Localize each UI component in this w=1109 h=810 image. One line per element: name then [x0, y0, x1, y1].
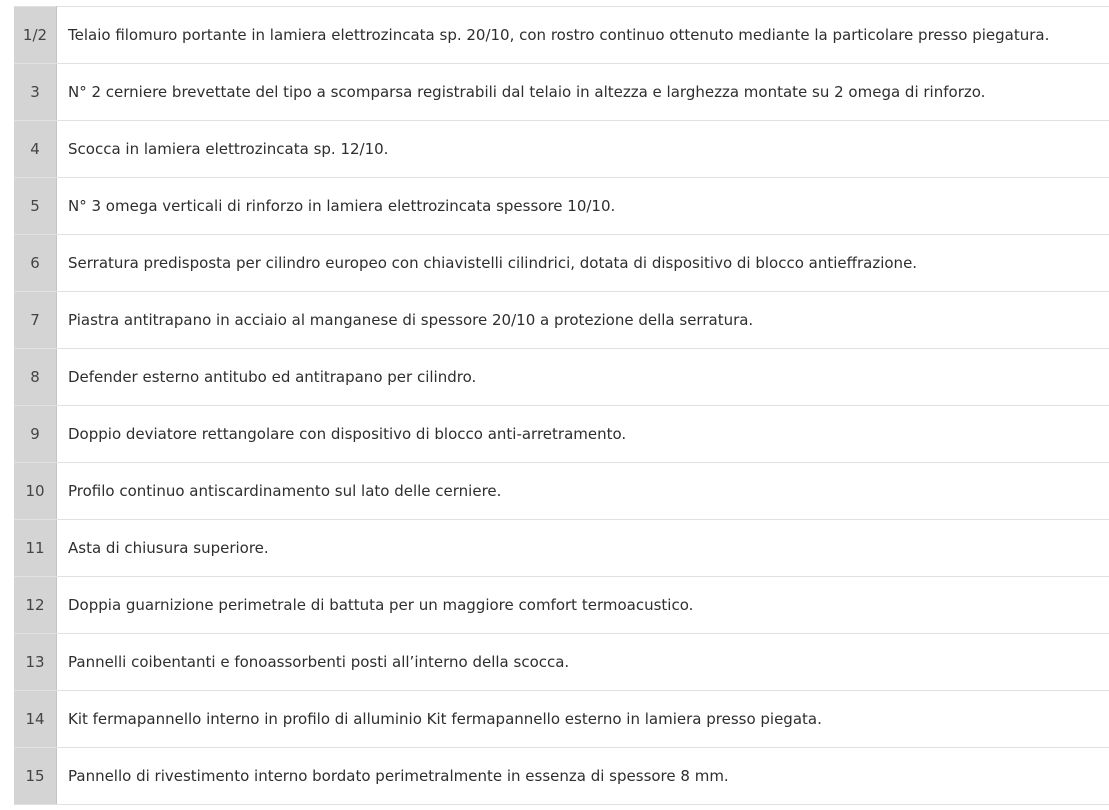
row-description: Pannelli coibentanti e fonoassorbenti posti all’interno della scocca.	[57, 634, 1109, 691]
row-number: 9	[14, 406, 57, 463]
row-description: Doppia guarnizione perimetrale di battuta per un maggiore comfort termoacustico.	[57, 577, 1109, 634]
row-number: 1/2	[14, 7, 57, 64]
table-row	[14, 292, 1109, 349]
row-description: Serratura predisposta per cilindro europeo con chiavistelli cilindrici, dotata di dispositivo di blocco antieffrazione.	[57, 235, 1109, 292]
row-number: 7	[14, 292, 57, 349]
table-row	[14, 748, 1109, 805]
row-number: 11	[14, 520, 57, 577]
row-number: 6	[14, 235, 57, 292]
table-row	[14, 463, 1109, 520]
table-row	[14, 235, 1109, 292]
spec-table-body	[14, 7, 1109, 805]
row-number: 5	[14, 178, 57, 235]
table-row	[14, 406, 1109, 463]
table-row	[14, 121, 1109, 178]
table-row	[14, 7, 1109, 64]
row-description: Scocca in lamiera elettrozincata sp. 12/10.	[57, 121, 1109, 178]
table-row	[14, 520, 1109, 577]
row-number: 8	[14, 349, 57, 406]
row-number: 4	[14, 121, 57, 178]
table-row	[14, 691, 1109, 748]
row-number: 10	[14, 463, 57, 520]
row-description: Telaio filomuro portante in lamiera elettrozincata sp. 20/10, con rostro continuo ottenuto mediante la particolare presso piegatura.	[57, 7, 1109, 64]
table-row	[14, 577, 1109, 634]
row-number: 15	[14, 748, 57, 805]
row-number: 3	[14, 64, 57, 121]
table-row	[14, 634, 1109, 691]
row-description: N° 3 omega verticali di rinforzo in lamiera elettrozincata spessore 10/10.	[57, 178, 1109, 235]
row-description: Doppio deviatore rettangolare con dispositivo di blocco anti-arretramento.	[57, 406, 1109, 463]
row-description: N° 2 cerniere brevettate del tipo a scomparsa registrabili dal telaio in altezza e larghezza montate su 2 omega di rinforzo.	[57, 64, 1109, 121]
row-description: Pannello di rivestimento interno bordato perimetralmente in essenza di spessore 8 mm.	[57, 748, 1109, 805]
table-row	[14, 178, 1109, 235]
row-description: Kit fermapannello interno in profilo di alluminio Kit fermapannello esterno in lamiera presso piegata.	[57, 691, 1109, 748]
row-description: Profilo continuo antiscardinamento sul lato delle cerniere.	[57, 463, 1109, 520]
row-number: 14	[14, 691, 57, 748]
table-row	[14, 64, 1109, 121]
row-description: Piastra antitrapano in acciaio al manganese di spessore 20/10 a protezione della serratura.	[57, 292, 1109, 349]
row-number: 12	[14, 577, 57, 634]
row-description: Asta di chiusura superiore.	[57, 520, 1109, 577]
table-row	[14, 349, 1109, 406]
row-number: 13	[14, 634, 57, 691]
spec-table	[14, 6, 1109, 805]
row-description: Defender esterno antitubo ed antitrapano per cilindro.	[57, 349, 1109, 406]
